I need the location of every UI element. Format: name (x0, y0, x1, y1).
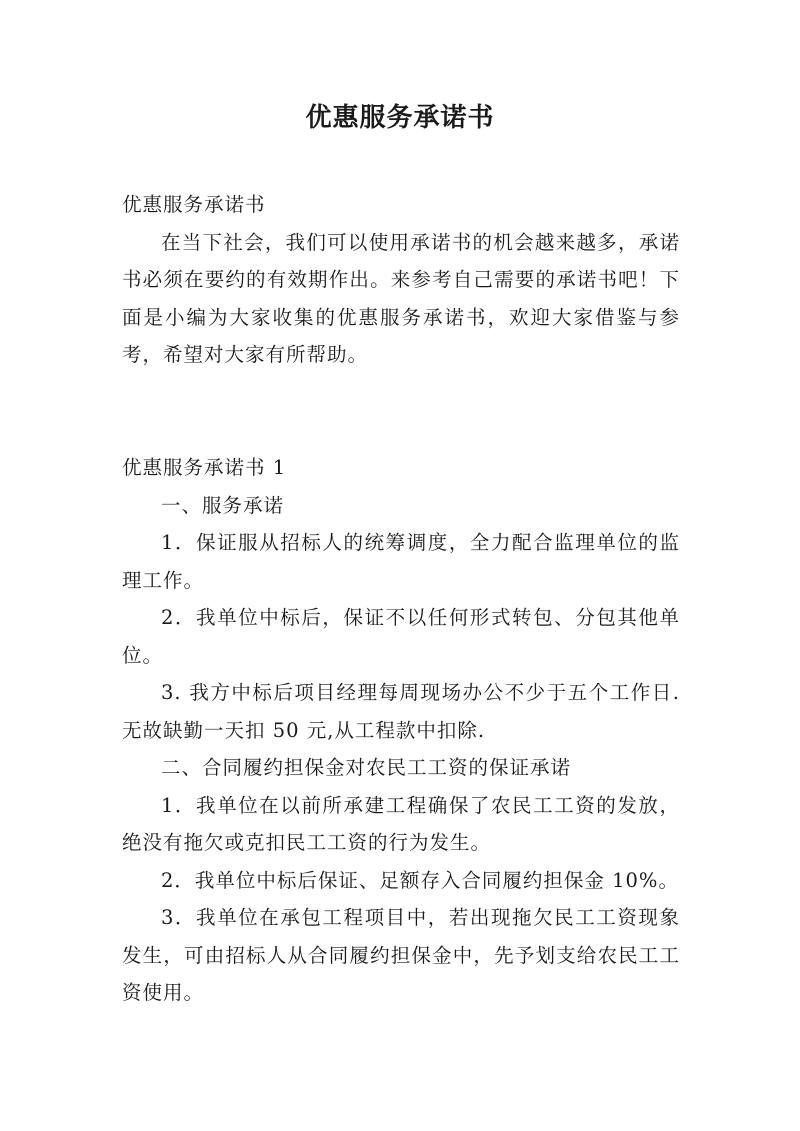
list-item: 1．保证服从招标人的统筹调度，全力配合监理单位的监理工作。 (122, 531, 680, 592)
document-title: 优惠服务承诺书 (305, 103, 495, 133)
section-1 (122, 449, 680, 1012)
list-item: 2．我单位中标后保证、足额存入合同履约担保金 10%。 (161, 868, 679, 892)
list-item: 3. 我方中标后项目经理每周现场办公不少于五个工作日.无故缺勤一天扣 50 元,从工程款中扣除. (122, 681, 680, 742)
section-heading: 优惠服务承诺书 1 (122, 456, 287, 479)
part-1-title: 一、服务承诺 (161, 493, 285, 517)
list-item: 1．我单位在以前所承建工程确保了农民工工资的发放，绝没有拖欠或克扣民工工资的行为发生。 (122, 793, 680, 854)
list-item: 2．我单位中标后，保证不以任何形式转包、分包其他单位。 (122, 606, 680, 667)
intro-heading: 优惠服务承诺书 (122, 193, 266, 216)
intro-block (122, 186, 680, 374)
intro-paragraph: 在当下社会，我们可以使用承诺书的机会越来越多，承诺书必须在要约的有效期作出。来参考自己需要的承诺书吧！下面是小编为大家收集的优惠服务承诺书，欢迎大家借鉴与参考，希望对大家有所帮助。 (122, 230, 680, 366)
part-2-title: 二、合同履约担保金对农民工工资的保证承诺 (161, 756, 572, 779)
list-item: 3．我单位在承包工程项目中，若出现拖欠民工工资现象发生，可由招标人从合同履约担保金中，先予划支给农民工工资使用。 (122, 906, 680, 1004)
